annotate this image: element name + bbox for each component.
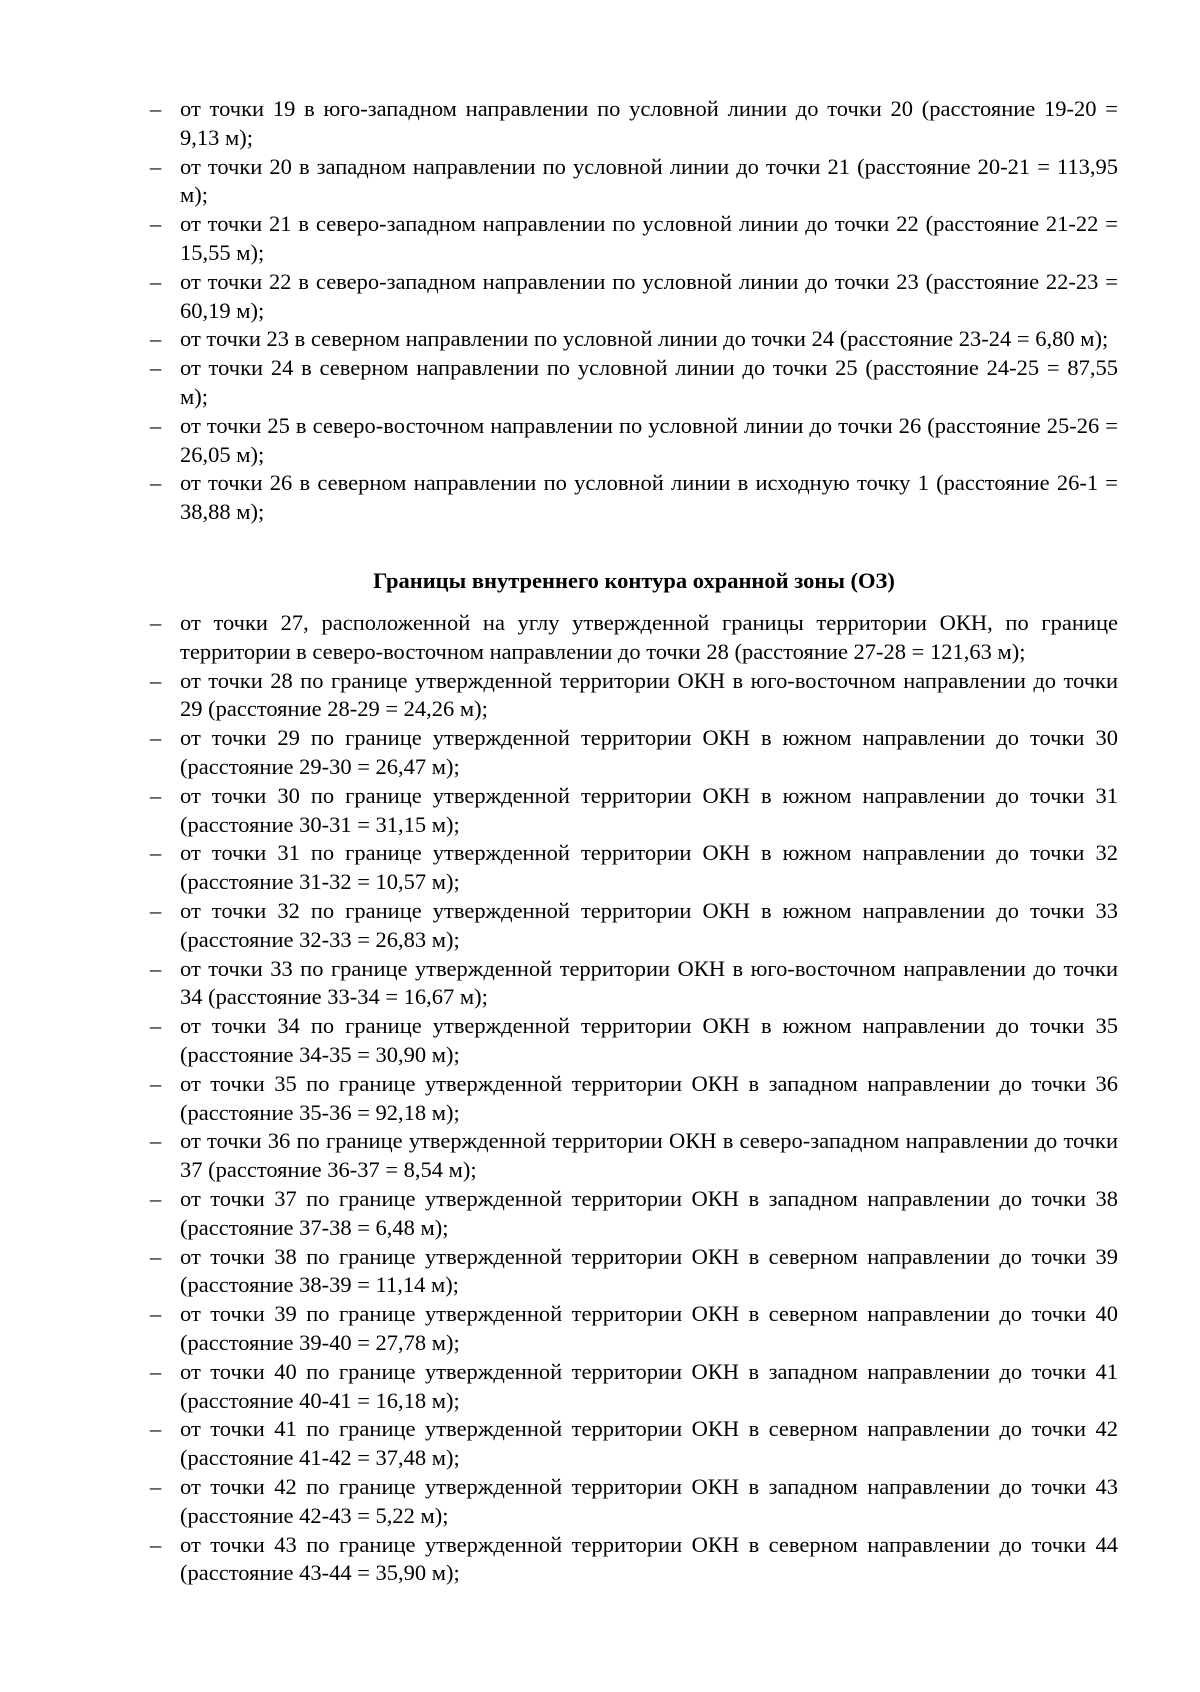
list-item-text: от точки 26 в северном направлении по условной линии в исходную точку 1 (расстояние 26-1 = 38,88 м);: [180, 470, 1118, 525]
list-item: [150, 469, 1118, 527]
list-item-text: от точки 32 по границе утвержденной территории ОКН в южном направлении до точки 33 (расстояние 32-33 = 26,83 м);: [180, 897, 1118, 952]
boundary-list-inner: [150, 609, 1118, 1588]
dash-bullet: –: [150, 96, 162, 121]
list-item: [150, 354, 1118, 412]
list-item: [150, 210, 1118, 268]
list-item-text: от точки 33 по границе утвержденной территории ОКН в юго-восточном направлении до точки 34 (расстояние 33-34 = 16,67 м);: [180, 955, 1118, 1010]
section-heading: Границы внутреннего контура охранной зоны (ОЗ): [373, 568, 895, 593]
list-item-text: от точки 35 по границе утвержденной территории ОКН в западном направлении до точки 36 (расстояние 35-36 = 92,18 м);: [180, 1070, 1118, 1125]
list-item: [150, 1012, 1118, 1070]
list-item-text: от точки 24 в северном направлении по условной линии до точки 25 (расстояние 24-25 = 87,55 м);: [180, 355, 1118, 409]
boundary-list-outer: [150, 95, 1118, 527]
list-item: [150, 1473, 1118, 1531]
list-item: [150, 897, 1118, 955]
list-item-text: от точки 39 по границе утвержденной территории ОКН в северном направлении до точки 40 (расстояние 39-40 = 27,78 м);: [180, 1301, 1118, 1355]
dash-bullet: –: [150, 326, 162, 352]
list-item-text: от точки 28 по границе утвержденной территории ОКН в юго-восточном направлении до точки 29 (расстояние 28-29 = 24,26 м);: [180, 667, 1118, 722]
dash-bullet: –: [150, 725, 162, 751]
dash-bullet: –: [150, 355, 162, 381]
list-item-text: от точки 42 по границе утвержденной территории ОКН в западном направлении до точки 43 (расстояние 42-43 = 5,22 м);: [180, 1473, 1118, 1528]
dash-bullet: –: [150, 412, 162, 438]
list-item: [150, 609, 1118, 667]
list-item-text: от точки 34 по границе утвержденной территории ОКН в южном направлении до точки 35 (расстояние 34-35 = 30,90 м);: [180, 1013, 1118, 1067]
list-item-text: от точки 27, расположенной на углу утвержденной границы территории ОКН, по границе территории в северо-восточном направлении до точки 28 (расстояние 27-28 = 121,63 м);: [180, 610, 1118, 664]
list-item: [150, 268, 1118, 326]
dash-bullet: –: [150, 211, 162, 237]
list-item: [150, 412, 1118, 470]
dash-bullet: –: [150, 470, 162, 496]
dash-bullet: –: [150, 1473, 162, 1499]
list-item: [150, 1070, 1118, 1128]
dash-bullet: –: [150, 840, 162, 866]
dash-bullet: –: [150, 897, 162, 923]
list-item-text: от точки 31 по границе утвержденной территории ОКН в южном направлении до точки 32 (расстояние 31-32 = 10,57 м);: [180, 840, 1118, 895]
list-item-text: от точки 22 в северо-западном направлении по условной линии до точки 23 (расстояние 22-23 = 60,19 м);: [180, 268, 1118, 323]
list-item: [150, 1415, 1118, 1473]
list-item-text: от точки 21 в северо-западном направлении по условной линии до точки 22 (расстояние 21-22 = 15,55 м);: [180, 211, 1118, 265]
dash-bullet: –: [150, 1301, 162, 1327]
list-item-text: от точки 29 по границе утвержденной территории ОКН в южном направлении до точки 30 (расстояние 29-30 = 26,47 м);: [180, 725, 1118, 779]
dash-bullet: –: [150, 610, 162, 635]
list-item: [150, 955, 1118, 1013]
list-item-text: от точки 30 по границе утвержденной территории ОКН в южном направлении до точки 31 (расстояние 30-31 = 31,15 м);: [180, 782, 1118, 837]
dash-bullet: –: [150, 1185, 162, 1211]
list-item: [150, 1531, 1118, 1589]
list-item: [150, 95, 1118, 153]
list-item: [150, 1243, 1118, 1301]
dash-bullet: –: [150, 667, 162, 693]
list-item: [150, 667, 1118, 725]
dash-bullet: –: [150, 1531, 162, 1557]
list-item-text: от точки 25 в северо-восточном направлении по условной линии до точки 26 (расстояние 25-26 = 26,05 м);: [180, 412, 1118, 467]
list-item: [150, 782, 1118, 840]
list-item-text: от точки 40 по границе утвержденной территории ОКН в западном направлении до точки 41 (расстояние 40-41 = 16,18 м);: [180, 1358, 1118, 1413]
dash-bullet: –: [150, 268, 162, 294]
dash-bullet: –: [150, 782, 162, 808]
list-item-text: от точки 41 по границе утвержденной территории ОКН в северном направлении до точки 42 (расстояние 41-42 = 37,48 м);: [180, 1416, 1118, 1471]
list-item-text: от точки 19 в юго-западном направлении по условной линии до точки 20 (расстояние 19-20 = 9,13 м);: [180, 96, 1118, 150]
list-item: [150, 839, 1118, 897]
dash-bullet: –: [150, 1243, 162, 1269]
dash-bullet: –: [150, 153, 162, 179]
list-item-text: от точки 36 по границе утвержденной территории ОКН в северо-западном направлении до точки 37 (расстояние 36-37 = 8,54 м);: [180, 1128, 1118, 1183]
list-item-text: от точки 43 по границе утвержденной территории ОКН в северном направлении до точки 44 (расстояние 43-44 = 35,90 м);: [180, 1531, 1118, 1586]
dash-bullet: –: [150, 1358, 162, 1384]
dash-bullet: –: [150, 1128, 162, 1154]
dash-bullet: –: [150, 1070, 162, 1096]
list-item-text: от точки 37 по границе утвержденной территории ОКН в западном направлении до точки 38 (расстояние 37-38 = 6,48 м);: [180, 1185, 1118, 1240]
list-item: [150, 1127, 1118, 1185]
dash-bullet: –: [150, 1416, 162, 1442]
list-item: [150, 1185, 1118, 1243]
dash-bullet: –: [150, 1013, 162, 1039]
list-item-text: от точки 38 по границе утвержденной территории ОКН в северном направлении до точки 39 (расстояние 38-39 = 11,14 м);: [180, 1243, 1118, 1298]
list-item: [150, 153, 1118, 211]
list-item: [150, 1300, 1118, 1358]
list-item: [150, 724, 1118, 782]
list-item-text: от точки 20 в западном направлении по условной линии до точки 21 (расстояние 20-21 = 113,95 м);: [180, 153, 1118, 208]
list-item: [150, 1358, 1118, 1416]
dash-bullet: –: [150, 955, 162, 981]
list-item-text: от точки 23 в северном направлении по условной линии до точки 24 (расстояние 23-24 = 6,80 м);: [180, 326, 1109, 352]
list-item: [150, 325, 1118, 354]
